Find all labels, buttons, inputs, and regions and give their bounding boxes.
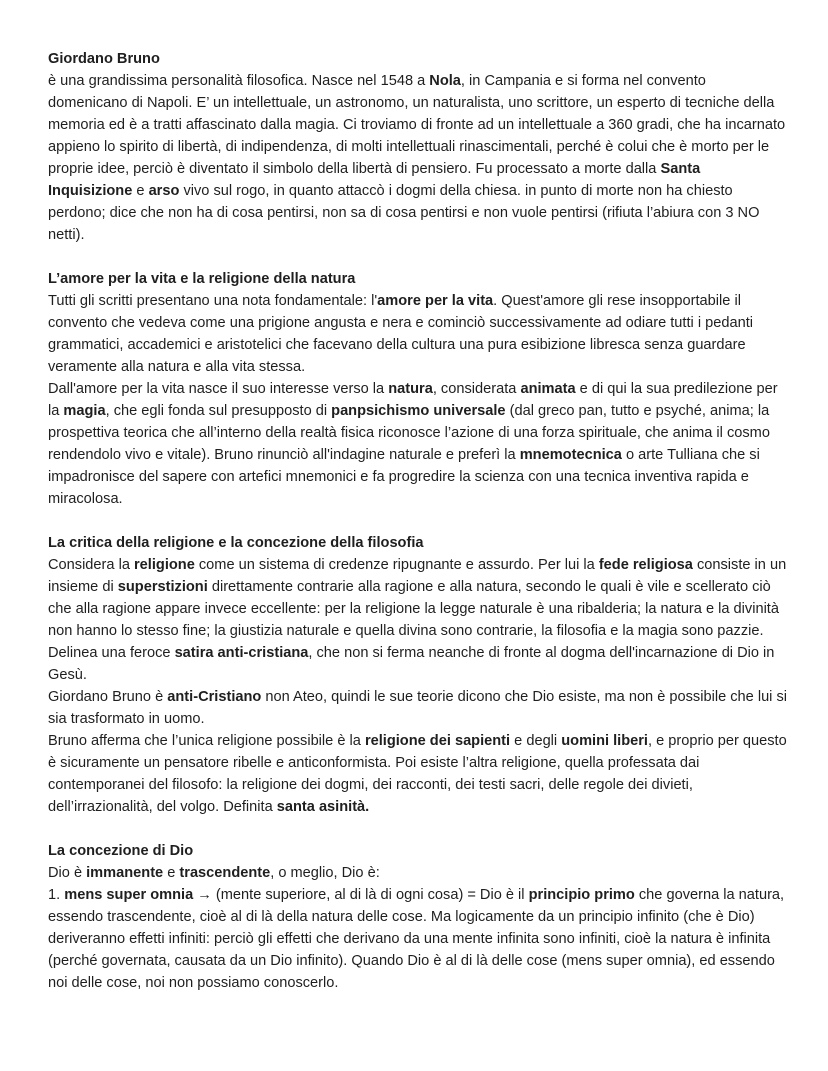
text-run: Considera la xyxy=(48,557,134,573)
paragraph xyxy=(48,862,788,884)
section-heading: La concezione di Dio xyxy=(48,843,194,859)
bold-term: panpsichismo universale xyxy=(331,403,506,419)
text-run: e xyxy=(163,865,180,881)
paragraph xyxy=(48,290,788,378)
text-run: e di qui la sua predilezione per la xyxy=(48,381,778,419)
bold-term: uomini liberi xyxy=(561,733,648,749)
bold-term: immanente xyxy=(86,865,164,881)
text-run: vivo sul rogo, in quanto attaccò i dogmi della chiesa. in punto di morte non ha chiesto perdono; dice che non ha di cosa pentirsi, non sa di cosa pentirsi e non vuole pentirsi (rifiuta l’abiura con 3 NO netti). xyxy=(48,183,760,243)
text-run: , o meglio, Dio è: xyxy=(270,865,380,881)
text-run: , che non si ferma neanche di fronte al dogma dell'incarnazione di Dio in Gesù. xyxy=(48,645,775,683)
text-run: come un sistema di credenze ripugnante e assurdo. Per lui la xyxy=(194,557,599,573)
section-giordano-bruno xyxy=(48,48,788,246)
bold-term: mens super omnia xyxy=(64,887,194,903)
text-run: che governa la natura, essendo trascendente, cioè al di là della natura delle cose. Ma logicamente da un principio infinito (che è Dio) deriveranno effetti infiniti: perciò gli effetti che derivano da una mente infinita sono infiniti, cioè la natura è infinita (perché governata, causata da un Dio infinito). Quando Dio è al di là delle cose (mens super omnia), ed essendo noi delle cose, noi non possiamo conoscerlo. xyxy=(48,887,785,991)
bold-term: principio primo xyxy=(528,887,635,903)
paragraph xyxy=(48,554,788,642)
bold-term: santa asinità. xyxy=(276,799,370,815)
text-run: Giordano Bruno è xyxy=(48,689,168,705)
paragraph xyxy=(48,378,788,510)
text-run: Delinea una feroce xyxy=(48,645,175,661)
text-run: è una grandissima personalità filosofica. Nasce nel 1548 a xyxy=(48,73,430,89)
text-run: . Quest'amore gli rese insopportabile il convento che vedeva come una prigione angusta e nera e cominciò successivamente ad odiare tutti i pedanti grammatici, accademici e aristotelici che facevano della cultura una pura esibizione libresca senza guardare veramente alla natura e alla vita stessa. xyxy=(48,293,753,375)
text-run: e xyxy=(132,183,149,199)
section-critica-religione xyxy=(48,532,788,818)
bold-term: trascendente xyxy=(179,865,271,881)
bold-term: animata xyxy=(520,381,576,397)
text-run: Dall'amore per la vita nasce il suo interesse verso la xyxy=(48,381,389,397)
text-run: o arte Tulliana che si impadronisce del sapere con artefici mnemonici e fa progredire la scienza con una tecnica inventiva rapida e miracolosa. xyxy=(48,447,760,507)
bold-term: religione dei sapienti xyxy=(364,733,511,749)
paragraph xyxy=(48,70,788,246)
bold-term: arso xyxy=(148,183,180,199)
bold-term: fede religiosa xyxy=(598,557,693,573)
paragraph xyxy=(48,642,788,686)
bold-term: natura xyxy=(388,381,433,397)
bold-term: amore per la vita xyxy=(377,293,494,309)
text-run: , in Campania e si forma nel convento domenicano di Napoli. E’ un intellettuale, un astronomo, un naturalista, uno scrittore, un esperto di tecniche della memoria ed è a tratti affascinato dalla magia. Ci troviamo di fronte ad un intellettuale a 360 gradi, che ha incarnato appieno lo spirito di libertà, di indipendenza, di molti intellettuali rinascimentali, perché è colui che è morto per le proprie idee, perciò è diventato il simbolo della libertà di pensiero. Fu processato a morte dalla xyxy=(48,73,786,177)
bold-term: Nola xyxy=(429,73,461,89)
section-heading: La critica della religione e la concezione della filosofia xyxy=(48,535,424,551)
paragraph xyxy=(48,884,788,994)
section-concezione-di-dio xyxy=(48,840,788,994)
text-run: 1. xyxy=(48,887,65,903)
text-run: direttamente contrarie alla ragione e alla natura, secondo le quali è vile e scellerato ciò che alla ragione appare invece eccellente: per la religione la legge naturale è una ribalderia; la natura e la divinità non hanno lo stesso fine; la giustizia naturale e quella divina sono contrarie, la filosofia e la magia sono pazzie. xyxy=(48,579,779,639)
text-run: consiste in un insieme di xyxy=(48,557,787,595)
bold-term: religione xyxy=(134,557,195,573)
bold-term: magia xyxy=(63,403,106,419)
bold-term: superstizioni xyxy=(117,579,208,595)
text-run: non Ateo, quindi le sue teorie dicono che Dio esiste, ma non è possibile che lui si sia trasformato in uomo. xyxy=(48,689,788,727)
section-amore-per-la-vita xyxy=(48,268,788,510)
bold-term: Santa Inquisizione xyxy=(48,161,701,199)
text-run: , che egli fonda sul presupposto di xyxy=(105,403,332,419)
text-run: (dal greco pan, tutto e psyché, anima; la prospettiva teorica che all’interno della realtà fisica riconosce l’azione di una forza spirituale, che anima il cosmo rendendolo vivo e vitale). Bruno rinunciò all'indagine naturale e preferì la xyxy=(48,403,770,463)
section-heading: L’amore per la vita e la religione della natura xyxy=(48,271,356,287)
text-run: , e proprio per questo è sicuramente un pensatore ribelle e anticonformista. Poi esiste l’altra religione, quella professata dai contemporanei del filosofo: la religione dei dogmi, dei racconti, dei testi sacri, delle regole dei divieti, dell’irrazionalità, del volgo. Definita xyxy=(48,733,787,815)
text-run: Dio è xyxy=(48,865,87,881)
text-run: Bruno afferma che l’unica religione possibile è la xyxy=(48,733,365,749)
section-heading: Giordano Bruno xyxy=(48,51,160,67)
text-run: , considerata xyxy=(432,381,521,397)
bold-term: mnemotecnica xyxy=(519,447,622,463)
paragraph xyxy=(48,730,788,818)
text-run: Tutti gli scritti presentano una nota fondamentale: l' xyxy=(48,293,378,309)
text-run: → (mente superiore, al di là di ogni cosa) = Dio è il xyxy=(193,887,529,903)
bold-term: anti-Cristiano xyxy=(167,689,262,705)
text-run: e degli xyxy=(510,733,562,749)
bold-term: satira anti-cristiana xyxy=(174,645,309,661)
paragraph xyxy=(48,686,788,730)
